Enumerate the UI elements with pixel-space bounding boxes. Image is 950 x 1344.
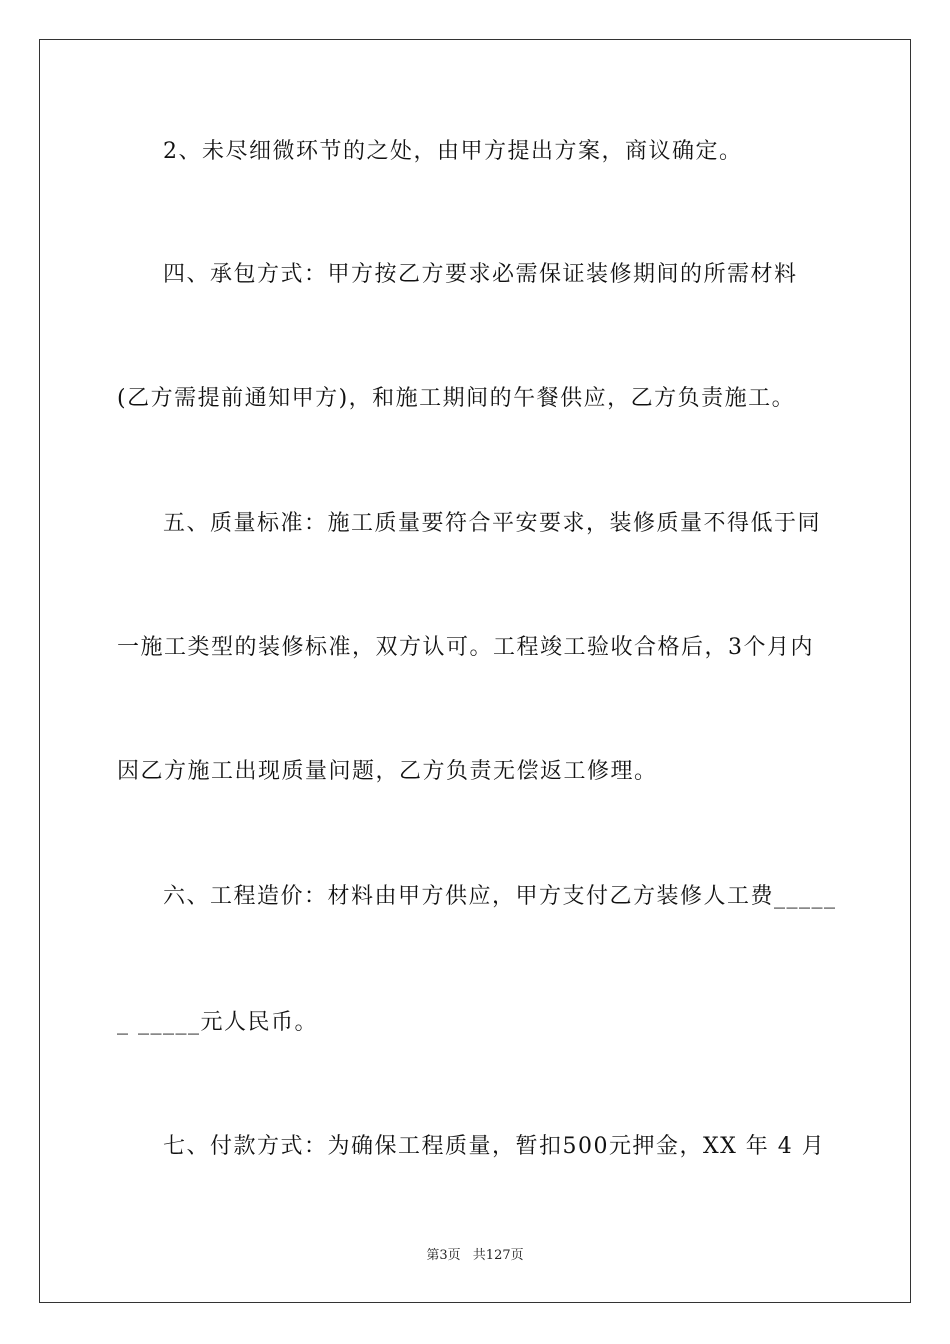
page-footer xyxy=(0,1247,950,1265)
page-total: 共127页 xyxy=(472,1248,524,1263)
paragraph-line: 六、工程造价：材料由甲方供应，甲方支付乙方装修人工费_____ xyxy=(163,884,837,909)
paragraph-line: 因乙方施工出现质量问题，乙方负责无偿返工修理。 xyxy=(117,759,658,784)
paragraph-line: 四、承包方式：甲方按乙方要求必需保证装修期间的所需材料 xyxy=(163,262,798,287)
page-number: 第3页 xyxy=(426,1248,461,1263)
paragraph-line: 五、质量标准：施工质量要符合平安要求，装修质量不得低于同 xyxy=(163,511,822,536)
paragraph-line: 七、付款方式：为确保工程质量，暂扣500元押金，XX 年 4 月 xyxy=(163,1134,826,1159)
page-border xyxy=(39,39,911,1303)
paragraph-line: (乙方需提前通知甲方)，和施工期间的午餐供应，乙方负责施工。 xyxy=(117,386,796,411)
paragraph-line: 一施工类型的装修标准，双方认可。工程竣工验收合格后，3个月内 xyxy=(117,635,814,660)
paragraph-line: 2、未尽细微环节的之处，由甲方提出方案，商议确定。 xyxy=(163,139,743,164)
paragraph-line: _ _____元人民币。 xyxy=(117,1010,318,1035)
